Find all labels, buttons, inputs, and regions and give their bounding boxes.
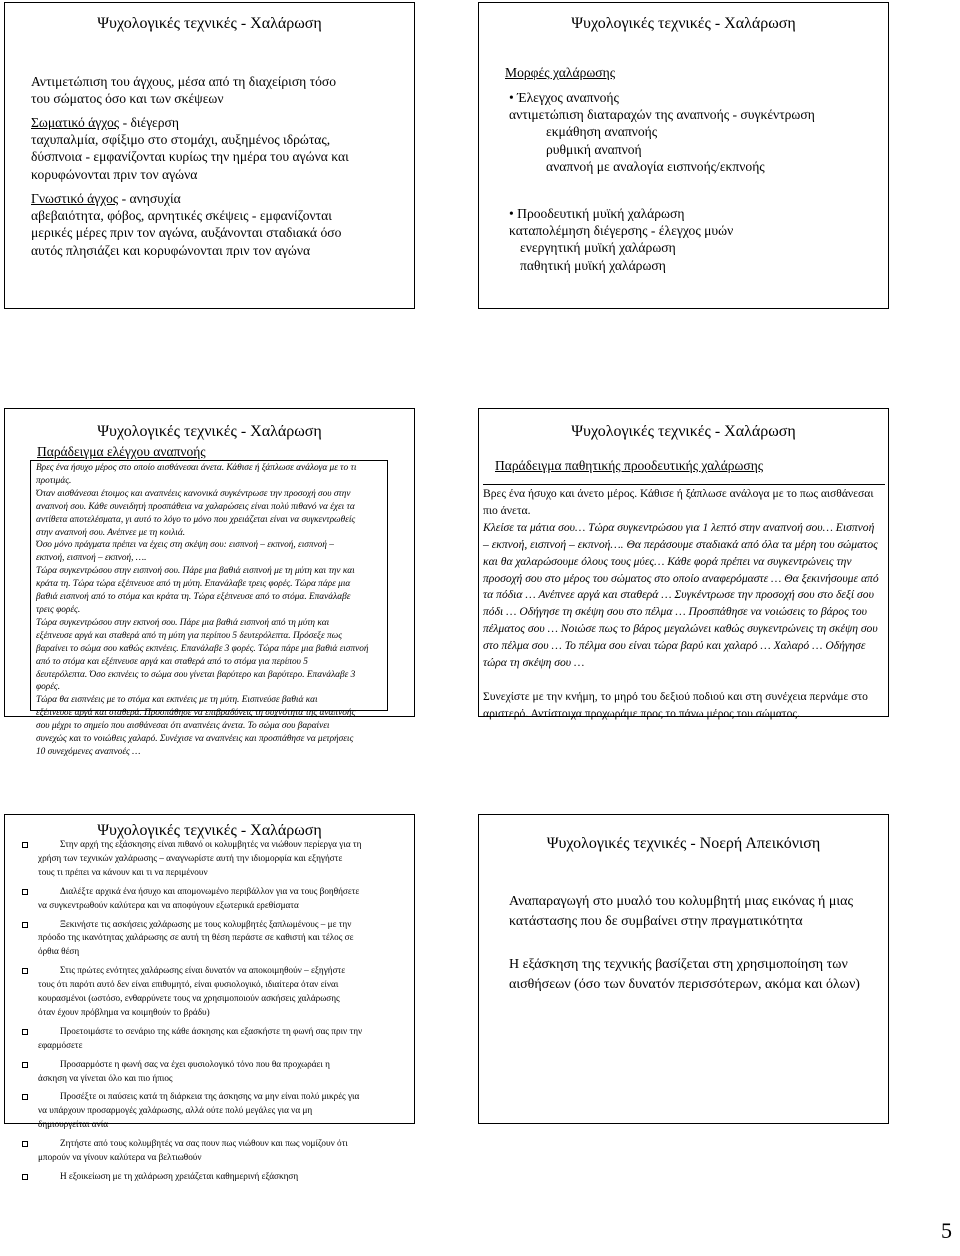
text-line: εφαρμόσετε bbox=[38, 1039, 83, 1050]
bullet-icon bbox=[22, 842, 28, 848]
text-line: Προσέξτε οι παύσεις κατά τη διάρκεια της άσκησης να μην είναι πολύ μικρές για bbox=[60, 1091, 360, 1102]
text-line: αντιμετώπιση διαταραχών της αναπνοής - συγκέντρωση bbox=[509, 107, 815, 123]
text-line: χρήση των τεχνικών χαλάρωσης – αναγνωρίστε αυτή την ιδιομορφία και εξηγήστε bbox=[38, 852, 343, 863]
text-line: αναπνοή με αναλογία εισπνοής/εκπνοής bbox=[546, 158, 765, 174]
text-line: προσοχή σου στο μέρος του σώματος στο οποίο αναφερόμαστε … Θα ξεκινήσουμε από bbox=[483, 571, 879, 585]
text-line: τα πόδια … Ανέπνεε αργά και σταθερά … Συγκέντρωσε την προσοχή σου στο δεξί σου bbox=[483, 588, 874, 602]
text-line: Στις πρώτες ενότητες χαλάρωσης είναι δυνατόν να αποκοιμηθούν – εξηγήστε bbox=[60, 965, 346, 976]
text-line: εξέπνευσε αργά και σταθερά. Προσπάθησε να επιβραδύνεις τη συχνότητα της αναπνοής bbox=[36, 708, 356, 719]
list-item bbox=[38, 1170, 298, 1184]
text-line: Η εξοικείωση με τη χαλάρωση χρειάζεται καθημερινή εξάσκηση bbox=[60, 1170, 299, 1181]
bullet-icon bbox=[22, 889, 28, 895]
text-line: Τώρα συγκεντρώσου στην εισπνοή σου. Πάρε μια βαθιά εισπνοή με τη μύτη και την και bbox=[36, 566, 355, 577]
text-line: τους ότι παρότι αυτό δεν είναι επιθυμητό, είναι φυσιολογικό, ιδιαίτερα όταν είναι bbox=[38, 979, 339, 990]
bullet-icon bbox=[22, 1062, 28, 1068]
list-item bbox=[38, 1137, 348, 1165]
bullet-icon bbox=[22, 968, 28, 974]
text-line: κορυφώνονται πριν τον αγώνα bbox=[31, 166, 198, 182]
text-line: όρθια θέση bbox=[38, 946, 80, 957]
text-line: μερικές μέρες πριν τον αγώνα, αυξάνονται σταδιακά όσο bbox=[31, 225, 342, 241]
text-line: 10 συνεχόμενες αναπνοές … bbox=[36, 746, 141, 757]
text-line: συνεχώς και το νοιώθεις χαλαρό. Συνέχισε να αναπνέεις και προσπάθησε να μετρήσεις bbox=[36, 734, 354, 745]
text-line: πέλματος σου … Νοιώσε πως το βάρος μεγαλώνει καθώς συγκεντρώνεις τη σκέψη σου bbox=[483, 622, 878, 636]
text-line: στο πέλμα σου … Το πέλμα σου είναι τώρα βαρύ και χαλαρό … Χαλαρό … Οδήγησε bbox=[483, 639, 866, 653]
text-line: αβεβαιότητα, φόβος, αρνητικές σκέψεις - εμφανίζονται bbox=[31, 208, 332, 224]
list-item bbox=[38, 1025, 362, 1053]
definition-paragraph bbox=[509, 892, 853, 932]
text-line: δύσπνοια - εμφανίζονται κυρίως την ημέρα του αγώνα και bbox=[31, 149, 349, 165]
list-item bbox=[38, 964, 345, 1020]
divider bbox=[483, 484, 885, 485]
subtitle bbox=[37, 444, 206, 460]
text-line: του σώματος όσο και των σκέψεων bbox=[31, 91, 224, 107]
blank-line bbox=[483, 672, 879, 689]
bullet-heading: • Προοδευτική μυϊκή χαλάρωση bbox=[509, 206, 685, 221]
text-line: κράτα τη. Τώρα τώρα εξέπνευσε από τη μύτη. Επανάλαβε τρεις φορές. Τώρα πάρε μια bbox=[36, 579, 351, 590]
breathing-control-list bbox=[509, 89, 815, 175]
list-item bbox=[38, 838, 361, 880]
section-heading-label: Γνωστικό άγχος bbox=[31, 191, 119, 206]
progressive-relaxation-text bbox=[483, 486, 879, 723]
subtitle-text: Παράδειγμα ελέγχου αναπνοής bbox=[37, 444, 206, 459]
text-line: δημιουργείται ανία bbox=[38, 1119, 109, 1130]
text-line: στην αναπνοή σου. Ανέπνεε με τη κοιλιά. bbox=[36, 527, 186, 538]
text-line: Συνεχίστε με την κνήμη, το μηρό του δεξιού ποδιού και στη συνέχεια περνάμε στο bbox=[483, 689, 868, 703]
text-line: αναπνοή σου. Κάθε συνειδητή προσπάθεια να χαλαρώσεις είναι πολύ πιθανό να έχει τα bbox=[36, 501, 355, 512]
text-line: καταπολέμηση διέγερσης - έλεγχος μυών bbox=[509, 223, 734, 239]
text-line: Η εξάσκηση της τεχνικής βασίζεται στη χρησιμοποίηση των bbox=[509, 957, 848, 972]
practice-paragraph bbox=[509, 955, 860, 995]
list-item bbox=[38, 918, 354, 960]
text-line: άσκηση να γίνεται όλο και πιο ήπιος bbox=[38, 1072, 173, 1083]
text-line: μπορούν να γίνουν καλύτερα να βελτιωθούν bbox=[38, 1152, 202, 1162]
text-line: παθητική μυϊκή χαλάρωση bbox=[520, 257, 666, 273]
slide-6 bbox=[478, 814, 889, 1124]
cognitive-anxiety-section bbox=[31, 190, 341, 259]
text-line: εξέπνευσε αργά και σταθερά από τη μύτη για περίπου 5 δευτερόλεπτα. Πρόσεξε πως bbox=[36, 630, 342, 641]
section-heading-rest: - ανησυχία bbox=[118, 191, 181, 206]
intro-text bbox=[31, 73, 336, 107]
bullet-heading: • Έλεγχος αναπνοής bbox=[509, 90, 619, 105]
text-line: προτιμάς. bbox=[36, 475, 72, 486]
text-line: πρόοδο της ικανότητας χαλάρωσης σε αυτή τη θέση περάστε σε καθιστή και τέλος σε bbox=[38, 932, 354, 943]
text-line: ταχυπαλμία, σφίξιμο στο στομάχι, αυξημένος ιδρώτας, bbox=[31, 132, 331, 148]
list-item bbox=[38, 1090, 359, 1132]
text-line: – εκπνοή, εισπνοή – εκπνοή…. Θα περάσουμε σταδιακά από όλα τα μέρη του σώματος bbox=[483, 537, 878, 551]
text-line: εκμάθηση αναπνοής bbox=[546, 124, 658, 140]
text-line: πόδι … Οδήγησε τη σκέψη σου στο πέλμα … Προσπάθησε να νοιώσεις το βάρος του bbox=[483, 605, 867, 619]
bullet-icon bbox=[22, 922, 28, 928]
text-line: βαραίνει το σώμα σου καθώς εκπνέεις. Επανάλαβε 3 φορές. Τώρα πάρε μια βαθιά εισπνοή bbox=[36, 643, 369, 654]
text-line: δευτερόλεπτα. Όσο εκπνέεις το σώμα σου γίνεται βαρύτερο και βαρύτερο. Επανάλαβε 3 bbox=[36, 669, 356, 680]
text-line: Στην αρχή της εξάσκησης είναι πιθανό οι κολυμβητές να νιώθουν περίεργα για τη bbox=[60, 839, 362, 849]
text-line: ενεργητική μυϊκή χαλάρωση bbox=[520, 240, 676, 256]
text-line: να υπάρχουν προσαρμογές χαλάρωσης, αλλά ούτε πολύ μεγάλες για να μη bbox=[38, 1105, 313, 1116]
text-line: Βρες ένα ήσυχο και άνετο μέρος. Κάθισε ή ξάπλωσε ανάλογα με το πως αισθάνεσαι bbox=[483, 487, 874, 500]
text-line: Αναπαραγωγή στο μυαλό του κολυμβητή μιας εικόνας ή μιας bbox=[509, 894, 853, 909]
text-line: ρυθμική αναπνοή bbox=[546, 141, 642, 157]
text-line: αντίθετα αποτελέσματα, γι αυτό το λόγο το μόνο που χρειάζεται είναι να συγκεντρωθείς bbox=[36, 514, 356, 525]
text-line: όταν έχουν πρόβλημα να κοιμηθούν το βράδυ) bbox=[38, 1006, 210, 1017]
forms-heading bbox=[505, 64, 615, 81]
somatic-anxiety-section bbox=[31, 114, 349, 183]
list-item bbox=[38, 1058, 330, 1086]
slide-1 bbox=[4, 2, 415, 309]
text-line: και θα χαλαρώσουμε όλους τους μύες… Κάθε φορά πρέπει να συγκεντρώνεις την bbox=[483, 554, 852, 568]
text-line: Αντιμετώπιση του άγχους, μέσα από τη διαχείριση τόσο bbox=[31, 74, 337, 89]
text-line: Ζητήστε από τους κολυμβητές να σας πουν πως νιώθουν και πως νομίζουν ότι bbox=[60, 1138, 348, 1149]
text-line: αυτός πλησιάζει και κορυφώνονται πριν τον αγώνα bbox=[31, 242, 311, 258]
text-line: τρεις φορές. bbox=[36, 604, 81, 615]
text-line: κουρασμένοι (ωστόσο, ενθαρρύνετε τους να χρησιμοποιούν ασκήσεις χαλάρωσης bbox=[38, 993, 340, 1003]
text-line: Τώρα θα εισπνέεις με το στόμα και εκπνέεις με τη μύτη. Εισπνεύσε βαθιά και bbox=[36, 695, 318, 706]
text-line: Κλείσε τα μάτια σου… Τώρα συγκεντρώσου για 1 λεπτό στην αναπνοή σου… Εισπνοή bbox=[483, 520, 875, 534]
text-line: αριστερό. Αντίστοιχα προχωράμε προς το πάνω μέρος του σώματος. bbox=[483, 706, 800, 720]
section-heading bbox=[31, 190, 341, 207]
bullet-icon bbox=[22, 1141, 28, 1147]
text-line: Όσο μόνο πράγματα πρέπει να έχεις στη σκέψη σου: εισπνοή – εκπνοή, εισπνοή – bbox=[36, 540, 334, 551]
subtitle-text: Παράδειγμα παθητικής προοδευτικής χαλάρωσης bbox=[495, 458, 764, 473]
text-line: βαθιά εισπνοή από το στόμα και κράτα τη. Τώρα εξέπνευσε από το στόμα. Επανάλαβε bbox=[36, 592, 351, 603]
slide-title: Ψυχολογικές τεχνικές - Χαλάρωση bbox=[97, 822, 322, 839]
text-line: φορές. bbox=[36, 682, 61, 693]
text-line: εκπνοή, εισπνοή – εκπνοή, …. bbox=[36, 553, 147, 564]
text-line: Διαλέξτε αρχικά ένα ήσυχο και απομονωμένο περιβάλλον για να τους βοηθήσετε bbox=[60, 885, 360, 896]
bullet-icon bbox=[22, 1094, 28, 1100]
slide-title: Ψυχολογικές τεχνικές - Χαλάρωση bbox=[97, 423, 322, 440]
text-line: Προετοιμάστε το σενάριο της κάθε άσκησης και εξασκήστε τη φωνή σας πριν την bbox=[60, 1025, 363, 1036]
subtitle bbox=[495, 458, 763, 474]
page-number: 5 bbox=[941, 1218, 952, 1243]
slide-2 bbox=[478, 2, 889, 309]
text-line: να συγκεντρωθούν καλύτερα και να αποφύγουν εξωτερικά ερεθίσματα bbox=[38, 899, 299, 910]
section-heading-rest: - διέγερση bbox=[119, 115, 179, 130]
text-line: Ξεκινήστε τις ασκήσεις χαλάρωσης με τους κολυμβητές ξαπλωμένους – με την bbox=[60, 918, 352, 929]
slide-title: Ψυχολογικές τεχνικές - Χαλάρωση bbox=[97, 15, 322, 32]
slide-title: Ψυχολογικές τεχνικές - Νοερή Απεικόνιση bbox=[546, 835, 821, 852]
text-line: κατάστασης που δε συμβαίνει στην πραγματικότητα bbox=[509, 914, 803, 929]
text-line: αισθήσεων (όσο των δυνατόν περισσότερων, ακόμα και όλων) bbox=[509, 977, 860, 992]
section-heading: Μορφές χαλάρωσης bbox=[505, 65, 616, 80]
muscle-relaxation-list bbox=[509, 205, 733, 274]
slide-title: Ψυχολογικές τεχνικές - Χαλάρωση bbox=[571, 15, 796, 32]
breathing-example-text bbox=[36, 462, 369, 759]
text-line: Βρες ένα ήσυχο μέρος στο οποίο αισθάνεσαι άνετα. Κάθισε ή ξάπλωσε ανάλογα με το τι bbox=[36, 463, 357, 473]
bullet-icon bbox=[22, 1029, 28, 1035]
text-line: από το στόμα και εξέπνευσε αργά και σταθερά από το στόμα για περίπου 5 bbox=[36, 656, 308, 667]
section-heading-label: Σωματικό άγχος bbox=[31, 115, 120, 130]
bullet-icon bbox=[22, 1174, 28, 1180]
text-line: Προσαρμόστε η φωνή σας να έχει φυσιολογικό τόνο που θα προχωράει η bbox=[60, 1058, 330, 1069]
text-line: τους τι πρέπει να κάνουν και τι να περιμένουν bbox=[38, 866, 208, 877]
list-item bbox=[38, 885, 359, 913]
slide-title: Ψυχολογικές τεχνικές - Χαλάρωση bbox=[571, 423, 796, 440]
text-line: πιο άνετα. bbox=[483, 503, 531, 517]
text-line: Τώρα συγκεντρώσου στην εκπνοή σου. Πάρε μια βαθιά εισπνοή από τη μύτη και bbox=[36, 617, 330, 628]
text-line: Όταν αισθάνεσαι έτοιμος και αναπνέεις κανονικά συγκέντρωσε την προσοχή σου στην bbox=[36, 488, 351, 499]
text-line: σου μέχρι το σημείο που αισθάνεσαι ότι αναπνέεις άνετα. Το σώμα σου βαραίνει bbox=[36, 721, 330, 732]
section-heading bbox=[31, 114, 349, 131]
text-line: τώρα τη σκέψη σου … bbox=[483, 656, 585, 670]
